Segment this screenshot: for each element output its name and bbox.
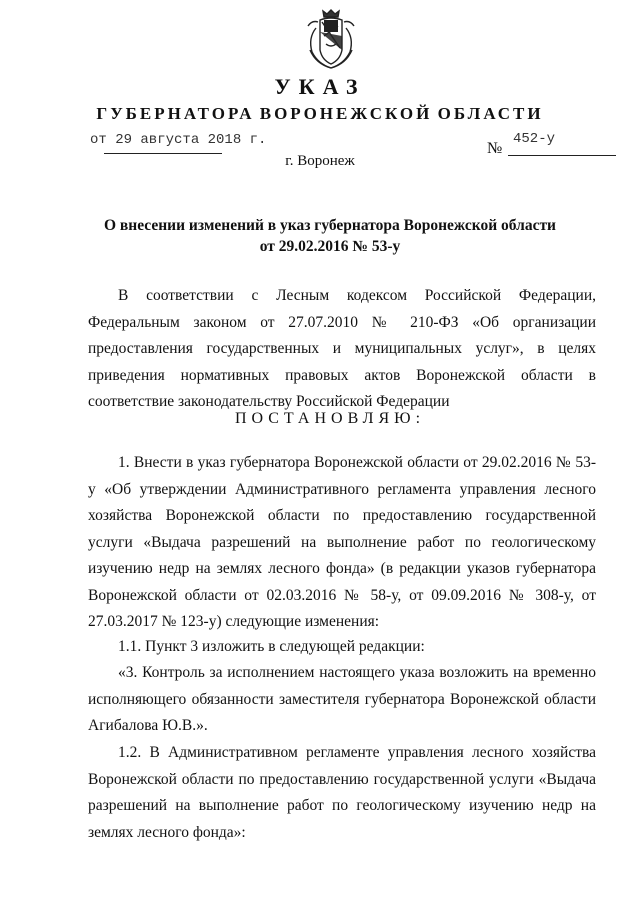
decree-number: 452-у <box>513 131 556 147</box>
preamble-paragraph: В соответствии с Лесным кодексом Российской Федерации, Федеральным законом от 27.07.2010 № 210-ФЗ «Об организации предоставления государственных и муниципальных услуг», в целях приведения нормативных правовых актов Воронежской области в соответствие законодательству Российской Федерации <box>88 287 596 410</box>
item-1-2-paragraph: 1.2. В Административном регламенте управления лесного хозяйства Воронежской области по предоставлению государственной услуги «Выдача разрешений на выполнение работ по геологическому изучению недр на землях лесного фонда»: <box>88 744 596 841</box>
resolve-heading: ПОСТАНОВЛЯЮ: <box>234 410 426 427</box>
document-title-line2: от 29.02.2016 № 53-у <box>259 238 401 255</box>
item-1-paragraph: 1. Внести в указ губернатора Воронежской области от 29.02.2016 № 53-у «Об утверждении Административного регламента управления лесного хозяйства Воронежской области по предоставлению государственной услуги «Выдача разрешений на выполнение работ по геологическому изучению недр на землях лесного фонда» (в редакции указов губернатора Воронежской области от 02.03.2016 № 58-у, от 09.09.2016 № 308-у, от 27.03.2017 № 123-у) следующие изменения: <box>88 454 596 630</box>
coat-of-arms-icon <box>300 6 362 72</box>
document-title-line1: О внесении изменений в указ губернатора Воронежской области <box>103 217 556 234</box>
number-label: № <box>487 140 503 157</box>
item-1-1-text: «3. Контроль за исполнением настоящего указа возложить на временно исполняющего обязанности заместителя губернатора Воронежской области Агибалова Ю.В.». <box>88 664 596 734</box>
decree-title: УКАЗ <box>274 74 366 99</box>
decree-issuer: ГУБЕРНАТОРА ВОРОНЕЖСКОЙ ОБЛАСТИ <box>96 104 544 123</box>
item-1-1-paragraph: 1.1. Пункт 3 изложить в следующей редакции: <box>118 638 425 655</box>
document-title <box>80 215 580 257</box>
city: г. Воронеж <box>285 153 355 169</box>
decree-date: от 29 августа 2018 г. <box>90 132 267 148</box>
